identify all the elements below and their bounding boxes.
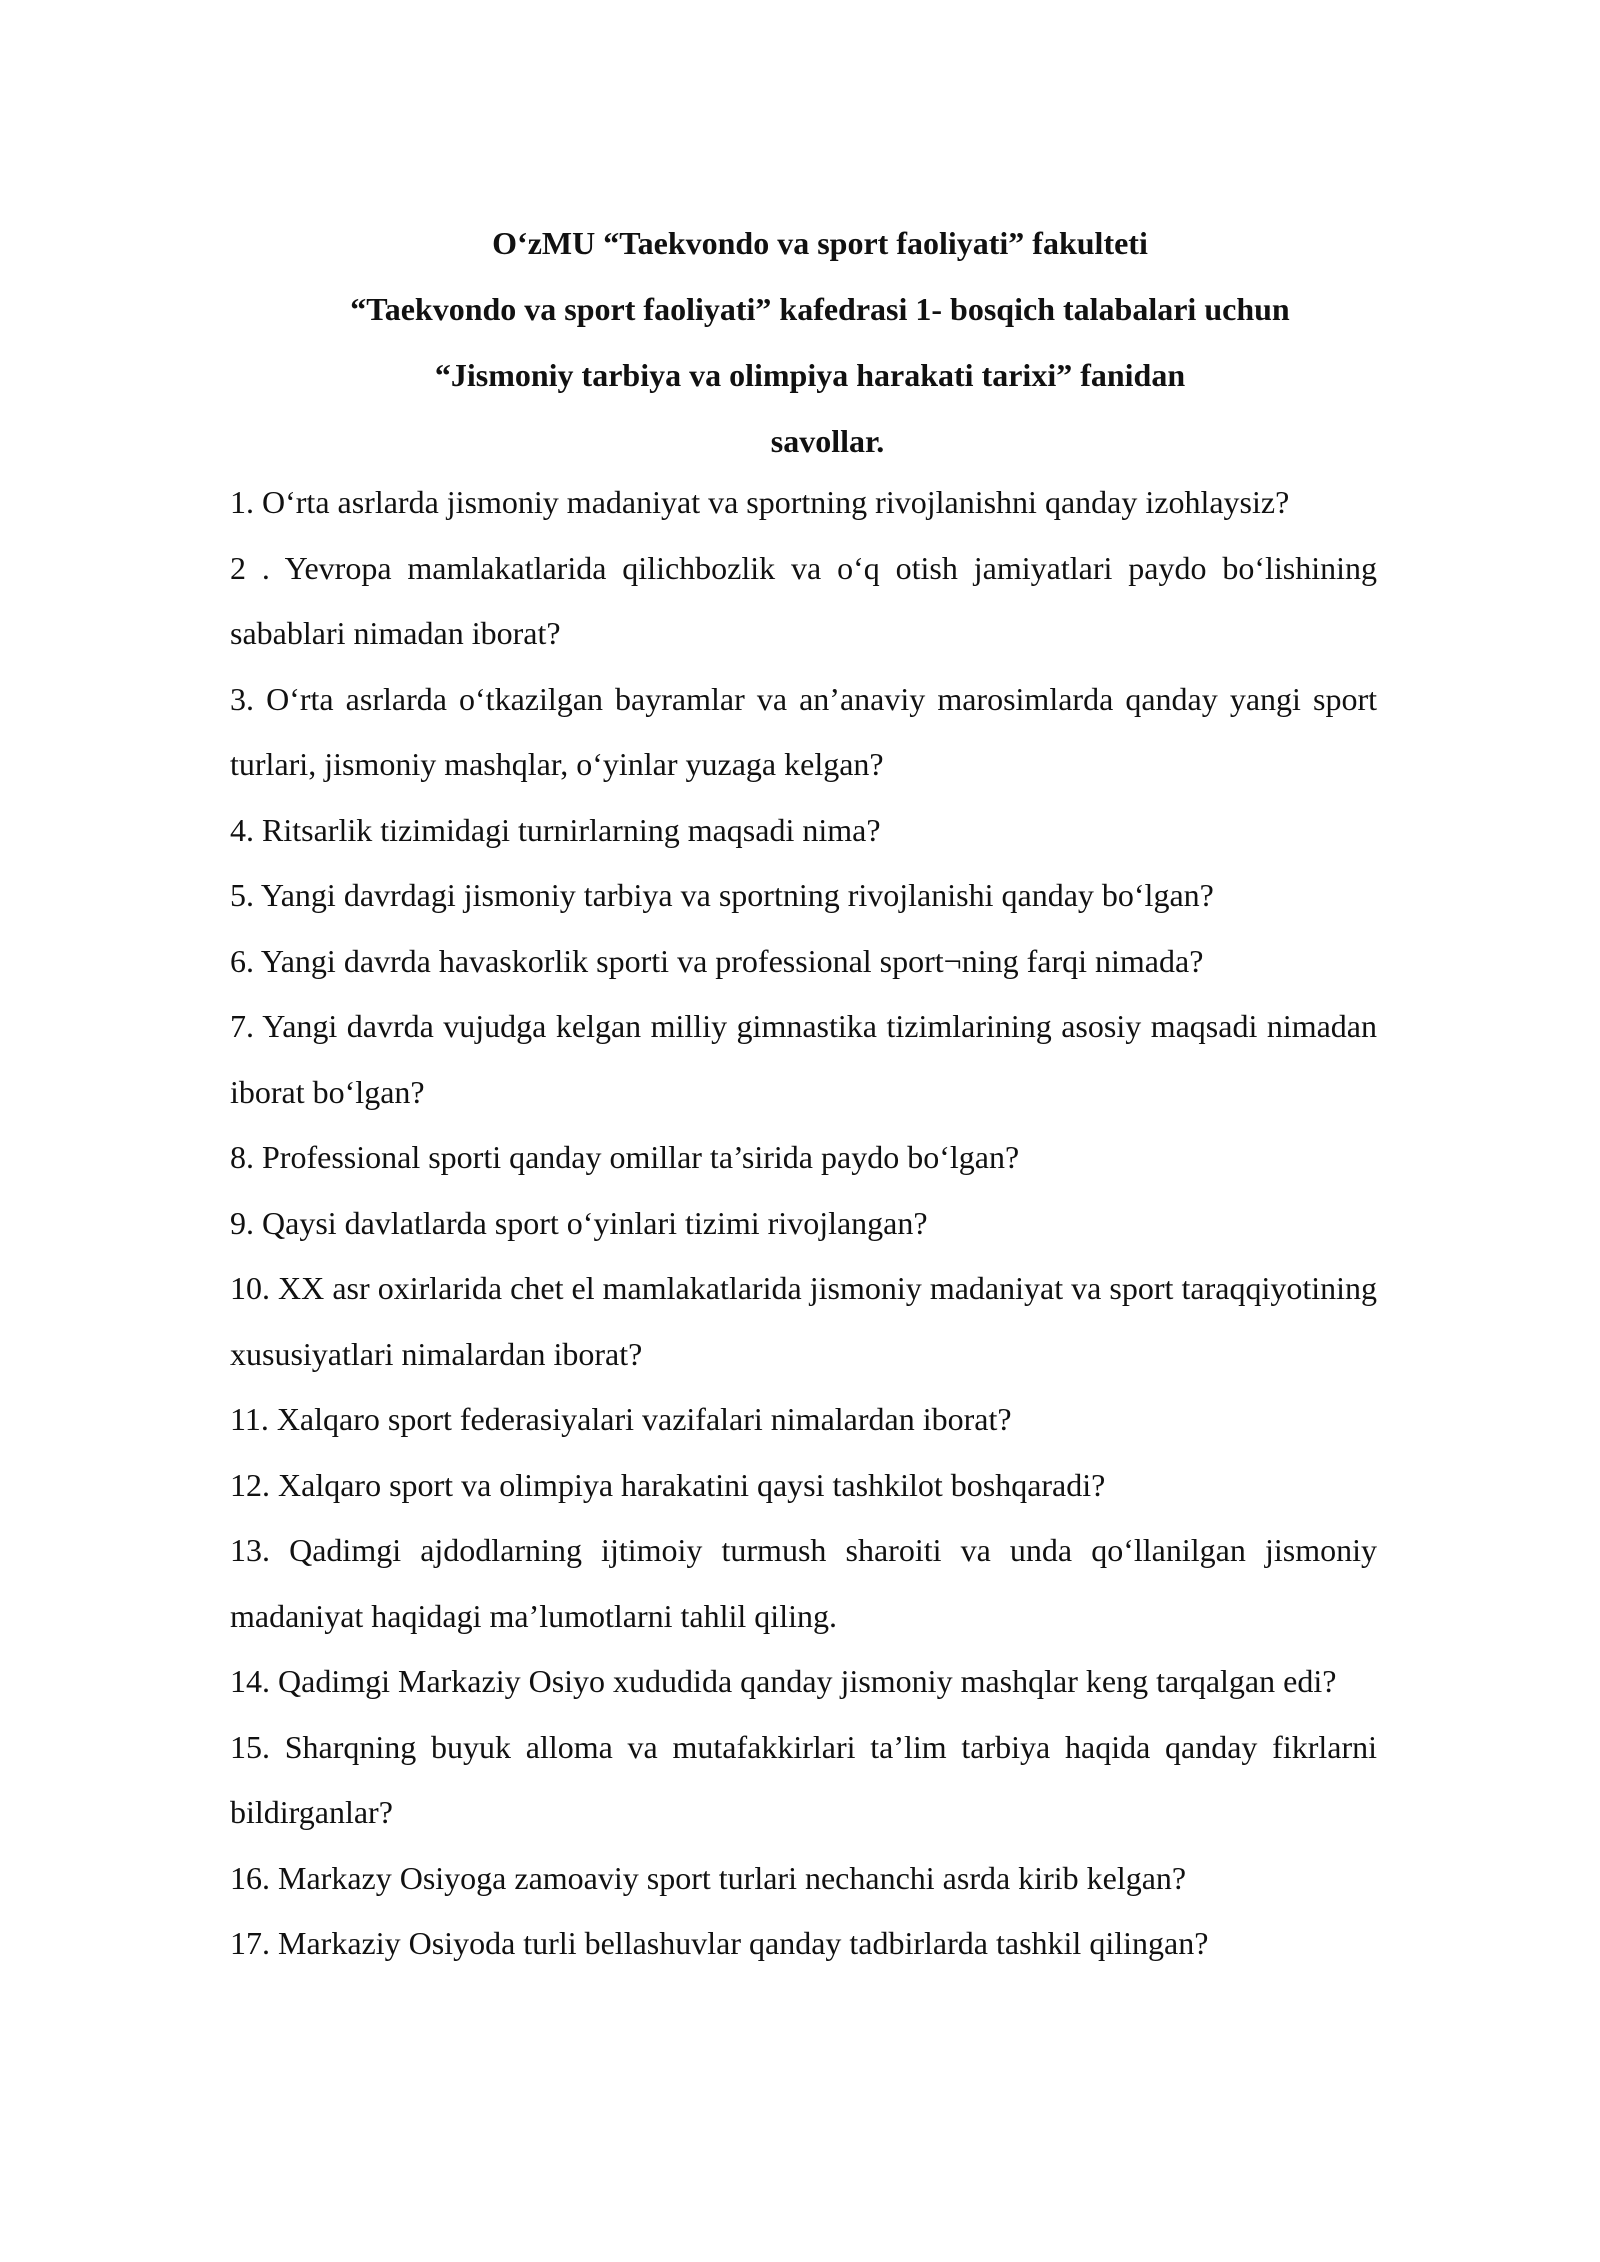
question-item: 5. Yangi davrdagi jismoniy tarbiya va sportning rivojlanishi qanday bo‘lgan? xyxy=(230,877,1214,913)
question-item: 9. Qaysi davlatlarda sport o‘yinlari tizimi rivojlangan? xyxy=(230,1204,928,1241)
question-item: 13. Qadimgi ajdodlarning ijtimoiy turmush sharoiti va unda qo‘llanilgan jismoniy madaniyat haqidagi ma’lumotlarni tahlil qiling. xyxy=(230,1532,1377,1634)
document-header xyxy=(0,210,1600,474)
question-item: 15. Sharqning buyuk alloma va mutafakkirlari ta’lim tarbiya haqida qanday fikrlarni bildirganlar? xyxy=(230,1728,1377,1830)
question-item: 17. Markaziy Osiyoda turli bellashuvlar qanday tadbirlarda tashkil qilingan? xyxy=(230,1925,1209,1961)
questions-heading: savollar. xyxy=(770,423,885,459)
question-item: 10. XX asr oxirlarida chet el mamlakatlarida jismoniy madaniyat va sport taraqqiyotining xususiyatlari nimalardan iborat? xyxy=(230,1270,1377,1372)
question-item: 6. Yangi davrda havaskorlik sporti va professional sport¬ning farqi nimada? xyxy=(230,942,1204,979)
faculty-title: O‘zMU “Taekvondo va sport faoliyati” fakulteti xyxy=(492,225,1148,261)
question-item: 14. Qadimgi Markaziy Osiyo xududida qanday jismoniy mashqlar keng tarqalgan edi? xyxy=(230,1663,1337,1699)
question-item: 4. Ritsarlik tizimidagi turnirlarning maqsadi nima? xyxy=(230,811,881,848)
question-item: 2 . Yevropa mamlakatlarida qilichbozlik va o‘q otish jamiyatlari paydo bo‘lishining sabablari nimadan iborat? xyxy=(230,549,1377,651)
question-item: 3. O‘rta asrlarda o‘tkazilgan bayramlar va an’anaviy marosimlarda qanday yangi sport turlari, jismoniy mashqlar, o‘yinlar yuzaga kelgan? xyxy=(230,680,1377,782)
question-item: 16. Markazy Osiyoga zamoaviy sport turlari nechanchi asrda kirib kelgan? xyxy=(230,1859,1187,1896)
question-item: 11. Xalqaro sport federasiyalari vazifalari nimalardan iborat? xyxy=(230,1401,1012,1437)
question-item: 12. Xalqaro sport va olimpiya harakatini qaysi tashkilot boshqaradi? xyxy=(230,1466,1106,1503)
question-list xyxy=(230,470,1390,1977)
question-item: 8. Professional sporti qanday omillar ta’sirida paydo bo‘lgan? xyxy=(230,1139,1020,1175)
department-title: “Taekvondo va sport faoliyati” kafedrasi 1- bosqich talabalari uchun xyxy=(350,291,1290,327)
question-item: 1. O‘rta asrlarda jismoniy madaniyat va sportning rivojlanishni qanday izohlaysiz? xyxy=(230,484,1290,520)
question-item: 7. Yangi davrda vujudga kelgan milliy gimnastika tizimlarining asosiy maqsadi nimadan iborat bo‘lgan? xyxy=(230,1008,1377,1110)
subject-title: “Jismoniy tarbiya va olimpiya harakati tarixi” fanidan xyxy=(434,357,1186,393)
